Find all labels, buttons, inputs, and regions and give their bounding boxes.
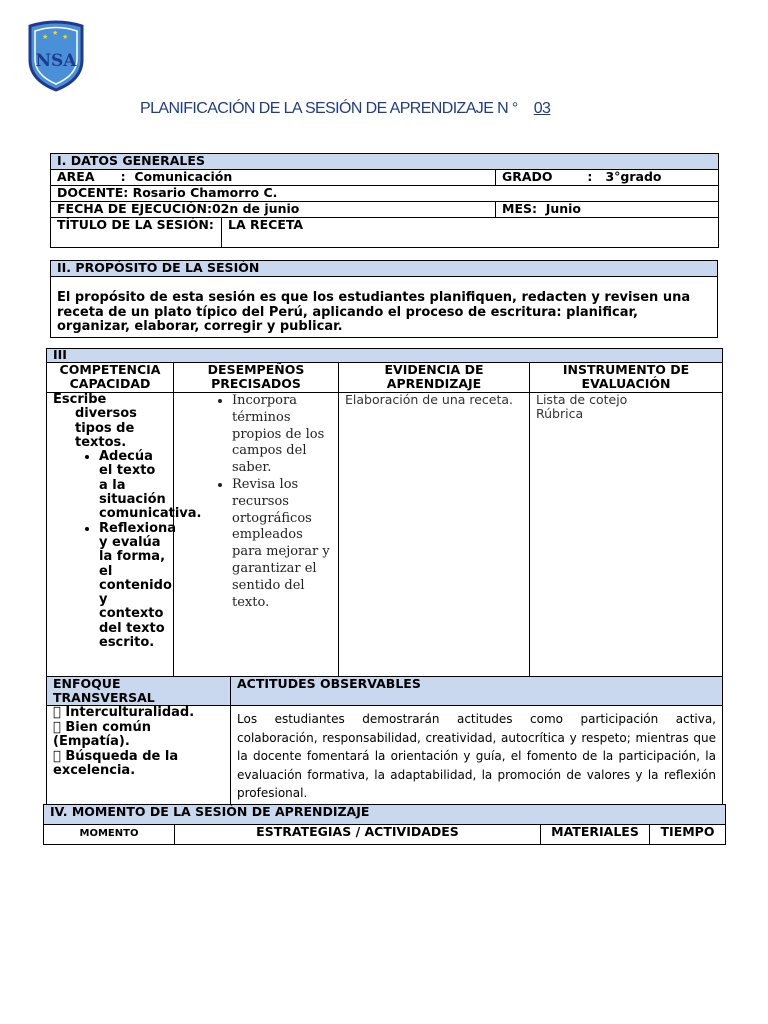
list-item: Interculturalidad. <box>53 705 182 720</box>
actitudes-header: ACTITUDES OBSERVABLES <box>231 677 723 706</box>
section-header: II. PROPÓSITO DE LA SESIÓN <box>51 261 718 277</box>
desempenos-cell <box>174 393 339 677</box>
list-item: • Revisa los recursos ortográficos empleados para mejorar y garantizar el sentido del texto. <box>232 477 332 611</box>
list-item: Bien común (Empatía). <box>53 719 220 735</box>
svg-text:★: ★ <box>62 33 69 41</box>
col-materiales: MATERIALES <box>541 825 650 845</box>
capacidades-list <box>53 449 202 651</box>
col-tiempo: TIEMPO <box>650 825 726 845</box>
section-header: III <box>47 349 723 363</box>
grado-cell: GRADO : 3°grado <box>496 170 719 186</box>
col-competencia: COMPETENCIA CAPACIDAD <box>47 363 174 393</box>
competencia-title: Escribe diversos tipos de textos. <box>53 392 137 450</box>
enfoques-cell <box>47 706 231 808</box>
col-desempenos: DESEMPEÑOS PRECISADOS <box>174 363 339 393</box>
section-header: IV. MOMENTO DE LA SESIÓN DE APRENDIZAJE <box>44 805 726 825</box>
titulo-label: TÍTULO DE LA SESIÓN: <box>51 218 222 248</box>
svg-text:★: ★ <box>42 33 49 41</box>
svg-text:NSA: NSA <box>35 51 77 71</box>
mes-cell: MES: Junio <box>496 202 719 218</box>
proposito-table <box>50 260 718 338</box>
school-logo <box>26 20 86 92</box>
col-momento: MOMENTO <box>44 825 175 845</box>
fecha-cell: FECHA DE EJECUCIÓN:02n de junio <box>51 202 496 218</box>
document-title <box>140 100 574 118</box>
momentos-table <box>43 804 726 845</box>
session-number: 03 <box>533 100 551 117</box>
area-cell: AREA : Comunicación <box>51 170 496 186</box>
list-item: • Incorpora términos propios de los campos del saber. <box>232 393 332 477</box>
col-estrategias: ESTRATEGIAS / ACTIVIDADES <box>175 825 541 845</box>
evidencia-cell: Elaboración de una receta. <box>339 393 530 677</box>
competencias-table <box>46 348 723 808</box>
instrumento-1: Lista de cotejo <box>536 392 628 407</box>
instrumento-2: Rúbrica <box>536 406 584 421</box>
svg-text:★: ★ <box>52 29 59 37</box>
docente-cell: DOCENTE: Rosario Chamorro C. <box>51 186 719 202</box>
list-item: Búsqueda de la excelencia. <box>53 734 166 764</box>
titulo-value: LA RECETA <box>222 218 719 248</box>
list-item: • Adecúa el texto a la situación comunicativa. <box>99 450 167 521</box>
competencia-cell <box>47 392 202 677</box>
proposito-text: El propósito de esta sesión es que los estudiantes planifiquen, redacten y revisen una receta de un plato típico del Perú, aplicando el proceso de escritura: planificar, organizar, elaborar, corregir y publicar. <box>51 277 718 338</box>
instrumento-cell <box>530 393 723 677</box>
enfoque-header: ENFOQUE TRANSVERSAL <box>47 677 231 706</box>
actitudes-text: Los estudiantes demostrarán actitudes como participación activa, colaboración, responsabilidad, creatividad, autocrítica y respeto; mientras que la docente fomentará la orientación y guía, el fomento de la participación, la evaluación formativa, la adaptabilidad, la promoción de valores y la reflexión profesional. <box>231 706 723 808</box>
title-prefix: PLANIFICACIÓN DE LA SESIÓN DE APRENDIZAJE N ° <box>140 100 518 117</box>
col-instrumento: INSTRUMENTO DE EVALUACIÓN <box>530 363 723 393</box>
list-item: • Reflexiona y evalúa la forma, el contenido y contexto del texto escrito. <box>99 522 167 651</box>
section-header: I. DATOS GENERALES <box>51 154 719 170</box>
col-evidencia: EVIDENCIA DE APRENDIZAJE <box>339 363 530 393</box>
datos-generales-table <box>50 153 719 248</box>
